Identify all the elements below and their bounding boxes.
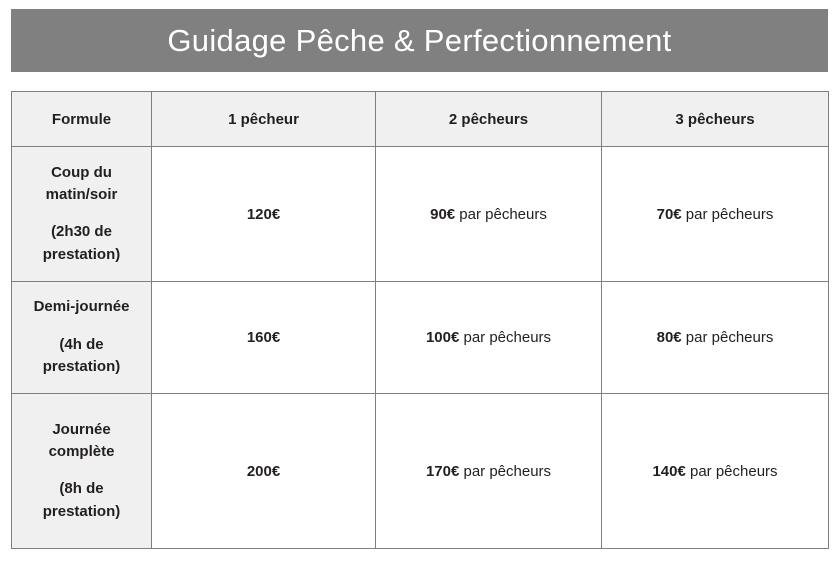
formule-name: Demi-journée <box>33 298 130 316</box>
table-row <box>12 282 829 394</box>
price-cell-1-pecheur <box>152 394 376 549</box>
formule-cell <box>12 282 152 394</box>
price-value: 120€ <box>246 205 281 223</box>
price-suffix: par pêcheurs <box>681 329 774 346</box>
price-value: 200€ <box>246 462 281 480</box>
formule-cell <box>12 394 152 549</box>
formule-detail: (8h de prestation) <box>42 480 121 520</box>
price-value: 170€ <box>425 462 460 480</box>
formule-name: Coup du matin/soir <box>45 163 118 203</box>
table-row <box>12 394 829 549</box>
price-cell-3-pecheurs <box>602 394 829 549</box>
price-cell-1-pecheur <box>152 147 376 282</box>
title-banner <box>11 9 828 72</box>
column-header-2-pecheurs: 2 pêcheurs <box>376 92 602 147</box>
formule-name: Journée complète <box>48 420 115 460</box>
price-suffix: par pêcheurs <box>459 462 552 480</box>
column-header-3-pecheurs: 3 pêcheurs <box>602 92 829 147</box>
price-cell-2-pecheurs <box>376 394 602 549</box>
column-header-formule: Formule <box>12 92 152 147</box>
price-suffix: par pêcheurs <box>455 205 547 223</box>
price-cell-2-pecheurs <box>376 147 602 282</box>
pricing-table <box>11 91 829 549</box>
table-row <box>12 147 829 282</box>
price-value: 100€ <box>425 329 460 346</box>
price-cell-1-pecheur <box>152 282 376 394</box>
formule-detail: (4h de prestation) <box>42 335 121 376</box>
price-cell-3-pecheurs <box>602 282 829 394</box>
price-suffix: par pêcheurs <box>685 462 778 480</box>
price-value: 70€ <box>656 205 682 223</box>
price-value: 140€ <box>652 462 686 480</box>
table-header-row <box>12 92 829 147</box>
price-cell-2-pecheurs <box>376 282 602 394</box>
price-value: 90€ <box>430 205 456 223</box>
price-value: 80€ <box>656 329 682 346</box>
price-suffix: par pêcheurs <box>459 329 552 346</box>
formule-detail: (2h30 de prestation) <box>42 223 121 263</box>
column-header-1-pecheur: 1 pêcheur <box>152 92 376 147</box>
price-value: 160€ <box>246 329 281 346</box>
price-cell-3-pecheurs <box>602 147 829 282</box>
page-title: Guidage Pêche & Perfectionnement <box>167 22 672 58</box>
price-suffix: par pêcheurs <box>681 205 774 223</box>
formule-cell <box>12 147 152 282</box>
